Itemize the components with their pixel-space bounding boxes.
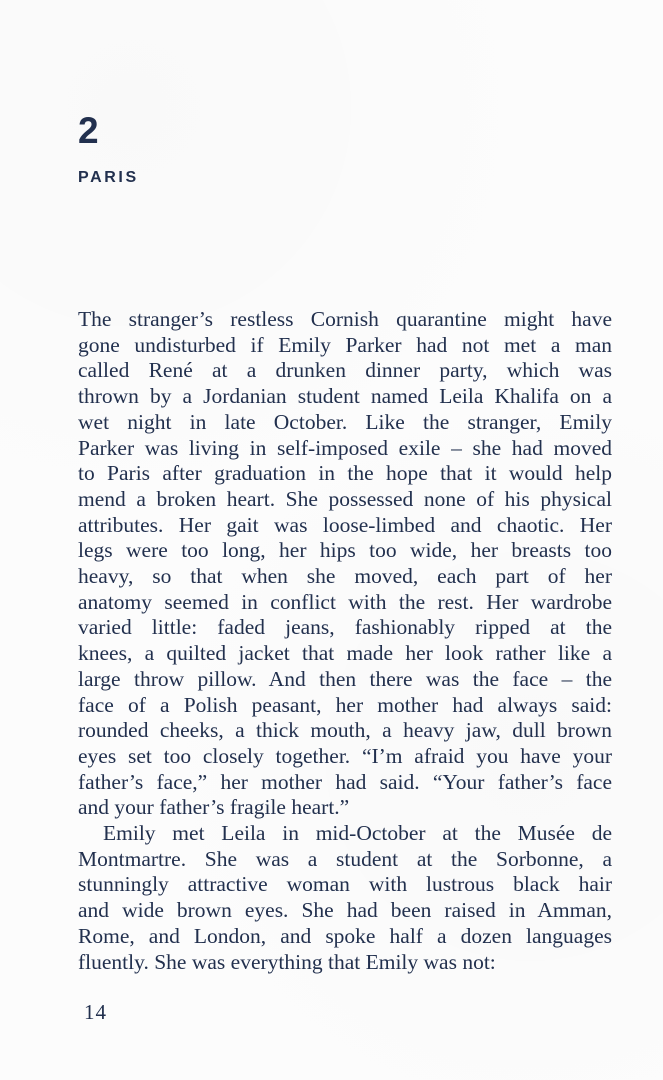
text-line: and your father’s fragile heart.”: [78, 795, 350, 820]
text-line: attributes. Her gait was loose-limbed and chaotic. Her: [78, 512, 612, 537]
chapter-title: PARIS: [78, 169, 139, 186]
text-line: face of a Polish peasant, her mother had always said:: [78, 692, 612, 717]
text-line: anatomy seemed in conflict with the rest. Her wardrobe: [78, 589, 612, 614]
text-line: called René at a drunken dinner party, which was: [78, 358, 612, 383]
paragraph: [78, 821, 612, 975]
text-line: mend a broken heart. She possessed none of his physical: [78, 486, 612, 511]
text-line: heavy, so that when she moved, each part of her: [78, 564, 612, 589]
chapter-heading: [78, 112, 139, 187]
paragraph: [78, 307, 612, 821]
text-line: Rome, and London, and spoke half a dozen languages: [78, 923, 612, 948]
text-line: varied little: faded jeans, fashionably ripped at the: [78, 615, 612, 640]
text-line: gone undisturbed if Emily Parker had not met a man: [78, 332, 612, 357]
chapter-number: 2: [78, 110, 99, 151]
text-line: The stranger’s restless Cornish quarantine might have: [78, 307, 612, 331]
text-line: large throw pillow. And then there was the face – the: [78, 666, 612, 691]
text-line: father’s face,” her mother had said. “Your father’s face: [78, 769, 612, 794]
text-line: and wide brown eyes. She had been raised in Amman,: [78, 898, 612, 923]
page-number: 14: [84, 1000, 107, 1024]
text-line: rounded cheeks, a thick mouth, a heavy jaw, dull brown: [78, 718, 612, 743]
text-line: thrown by a Jordanian student named Leila Khalifa on a: [78, 384, 612, 409]
text-line: stunningly attractive woman with lustrous black hair: [78, 872, 612, 897]
text-line: fluently. She was everything that Emily was not:: [78, 949, 496, 974]
text-line: Emily met Leila in mid-October at the Musée de: [103, 821, 612, 846]
text-line: eyes set too closely together. “I’m afraid you have your: [78, 743, 612, 768]
text-line: Montmartre. She was a student at the Sorbonne, a: [78, 846, 612, 871]
text-line: to Paris after graduation in the hope that it would help: [78, 461, 612, 486]
text-line: knees, a quilted jacket that made her look rather like a: [78, 641, 612, 666]
text-line: legs were too long, her hips too wide, her breasts too: [78, 538, 612, 563]
body-text: [78, 307, 612, 975]
text-line: wet night in late October. Like the stranger, Emily: [78, 409, 612, 434]
text-line: Parker was living in self-imposed exile – she had moved: [78, 435, 612, 460]
